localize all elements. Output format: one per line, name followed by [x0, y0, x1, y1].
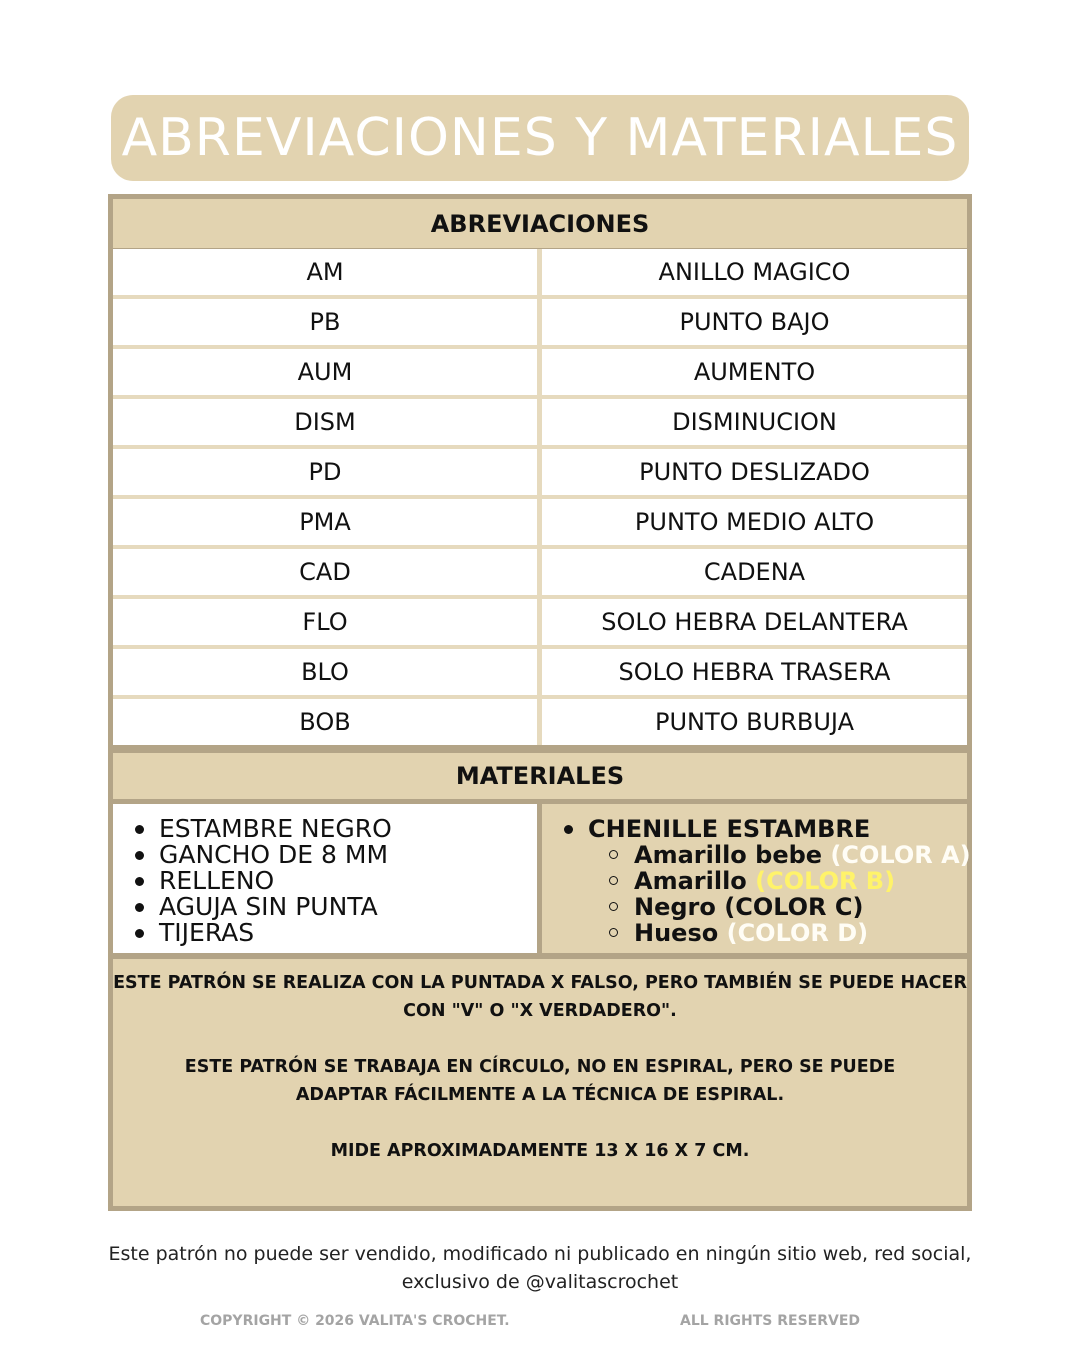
meaning-cell: AUMENTO [542, 349, 967, 395]
rights-reserved: ALL RIGHTS RESERVED [680, 1313, 861, 1329]
table-row [113, 549, 967, 595]
abbr-cell: PB [113, 299, 537, 345]
color-item [608, 920, 971, 946]
table-row [113, 249, 967, 295]
abbr-cell: DISM [113, 399, 537, 445]
materials-header: MATERIALES [113, 753, 967, 799]
abbr-cell: AUM [113, 349, 537, 395]
abbr-cell: BOB [113, 699, 537, 745]
color-item-tag: (COLOR C) [724, 893, 864, 921]
note-circle: ESTE PATRÓN SE TRABAJA EN CÍRCULO, NO EN ESPIRAL, PERO SE PUEDE ADAPTAR FÁCILMENTE A LA TÉCNICA DE ESPIRAL. [184, 1057, 896, 1105]
page-title: ABREVIACIONES Y MATERIALES [121, 108, 959, 168]
color-item-name: Amarillo bebe [634, 841, 823, 869]
materials-list-right [542, 804, 971, 953]
disclaimer-line-2: exclusivo de @valitascrochet [401, 1271, 679, 1293]
meaning-cell: PUNTO DESLIZADO [542, 449, 967, 495]
notes-box [113, 959, 967, 1206]
abbr-cell: PMA [113, 499, 537, 545]
table-row [113, 399, 967, 445]
list-item: GANCHO DE 8 MM [133, 842, 392, 868]
meaning-cell: PUNTO BAJO [542, 299, 967, 345]
meaning-cell: DISMINUCION [542, 399, 967, 445]
color-item [608, 842, 971, 868]
meaning-cell: PUNTO BURBUJA [542, 699, 967, 745]
table-row [113, 699, 967, 745]
chenille-item: CHENILLE ESTAMBRE [564, 816, 870, 842]
abbreviations-header: ABREVIACIONES [113, 199, 967, 248]
color-item-tag: (COLOR D) [726, 919, 869, 947]
copyright: COPYRIGHT © 2026 VALITA'S CROCHET. [200, 1313, 510, 1329]
table-row [113, 449, 967, 495]
title-banner [111, 95, 969, 181]
table-row [113, 599, 967, 645]
meaning-cell: ANILLO MAGICO [542, 249, 967, 295]
meaning-cell: SOLO HEBRA DELANTERA [542, 599, 967, 645]
color-item [608, 868, 971, 894]
abbr-cell: AM [113, 249, 537, 295]
table-row [113, 649, 967, 695]
table-row [113, 499, 967, 545]
list-item: RELLENO [133, 868, 392, 894]
disclaimer [100, 1240, 980, 1296]
color-item [608, 894, 971, 920]
color-item-name: Negro [634, 893, 716, 921]
meaning-cell: CADENA [542, 549, 967, 595]
color-item-name: Amarillo [634, 867, 747, 895]
color-item-tag: (COLOR B) [755, 867, 896, 895]
table-row [113, 349, 967, 395]
table-row [113, 299, 967, 345]
color-item-name: Hueso [634, 919, 719, 947]
meaning-cell: SOLO HEBRA TRASERA [542, 649, 967, 695]
disclaimer-line-1: Este patrón no puede ser vendido, modificado ni publicado en ningún sitio web, red social, [108, 1243, 972, 1265]
abbr-cell: BLO [113, 649, 537, 695]
list-item: TIJERAS [133, 920, 392, 946]
list-item: AGUJA SIN PUNTA [133, 894, 392, 920]
abbr-cell: CAD [113, 549, 537, 595]
note-size: MIDE APROXIMADAMENTE 13 X 16 X 7 CM. [330, 1141, 750, 1161]
abbr-cell: FLO [113, 599, 537, 645]
note-stitch: ESTE PATRÓN SE REALIZA CON LA PUNTADA X FALSO, PERO TAMBIÉN SE PUEDE HACER CON "V" O "X VERDADERO". [113, 973, 967, 1021]
materials-list-left [113, 804, 537, 953]
abbr-cell: PD [113, 449, 537, 495]
color-item-tag: (COLOR A) [830, 841, 971, 869]
abbreviations-table [113, 249, 967, 745]
meaning-cell: PUNTO MEDIO ALTO [542, 499, 967, 545]
list-item: ESTAMBRE NEGRO [133, 816, 392, 842]
